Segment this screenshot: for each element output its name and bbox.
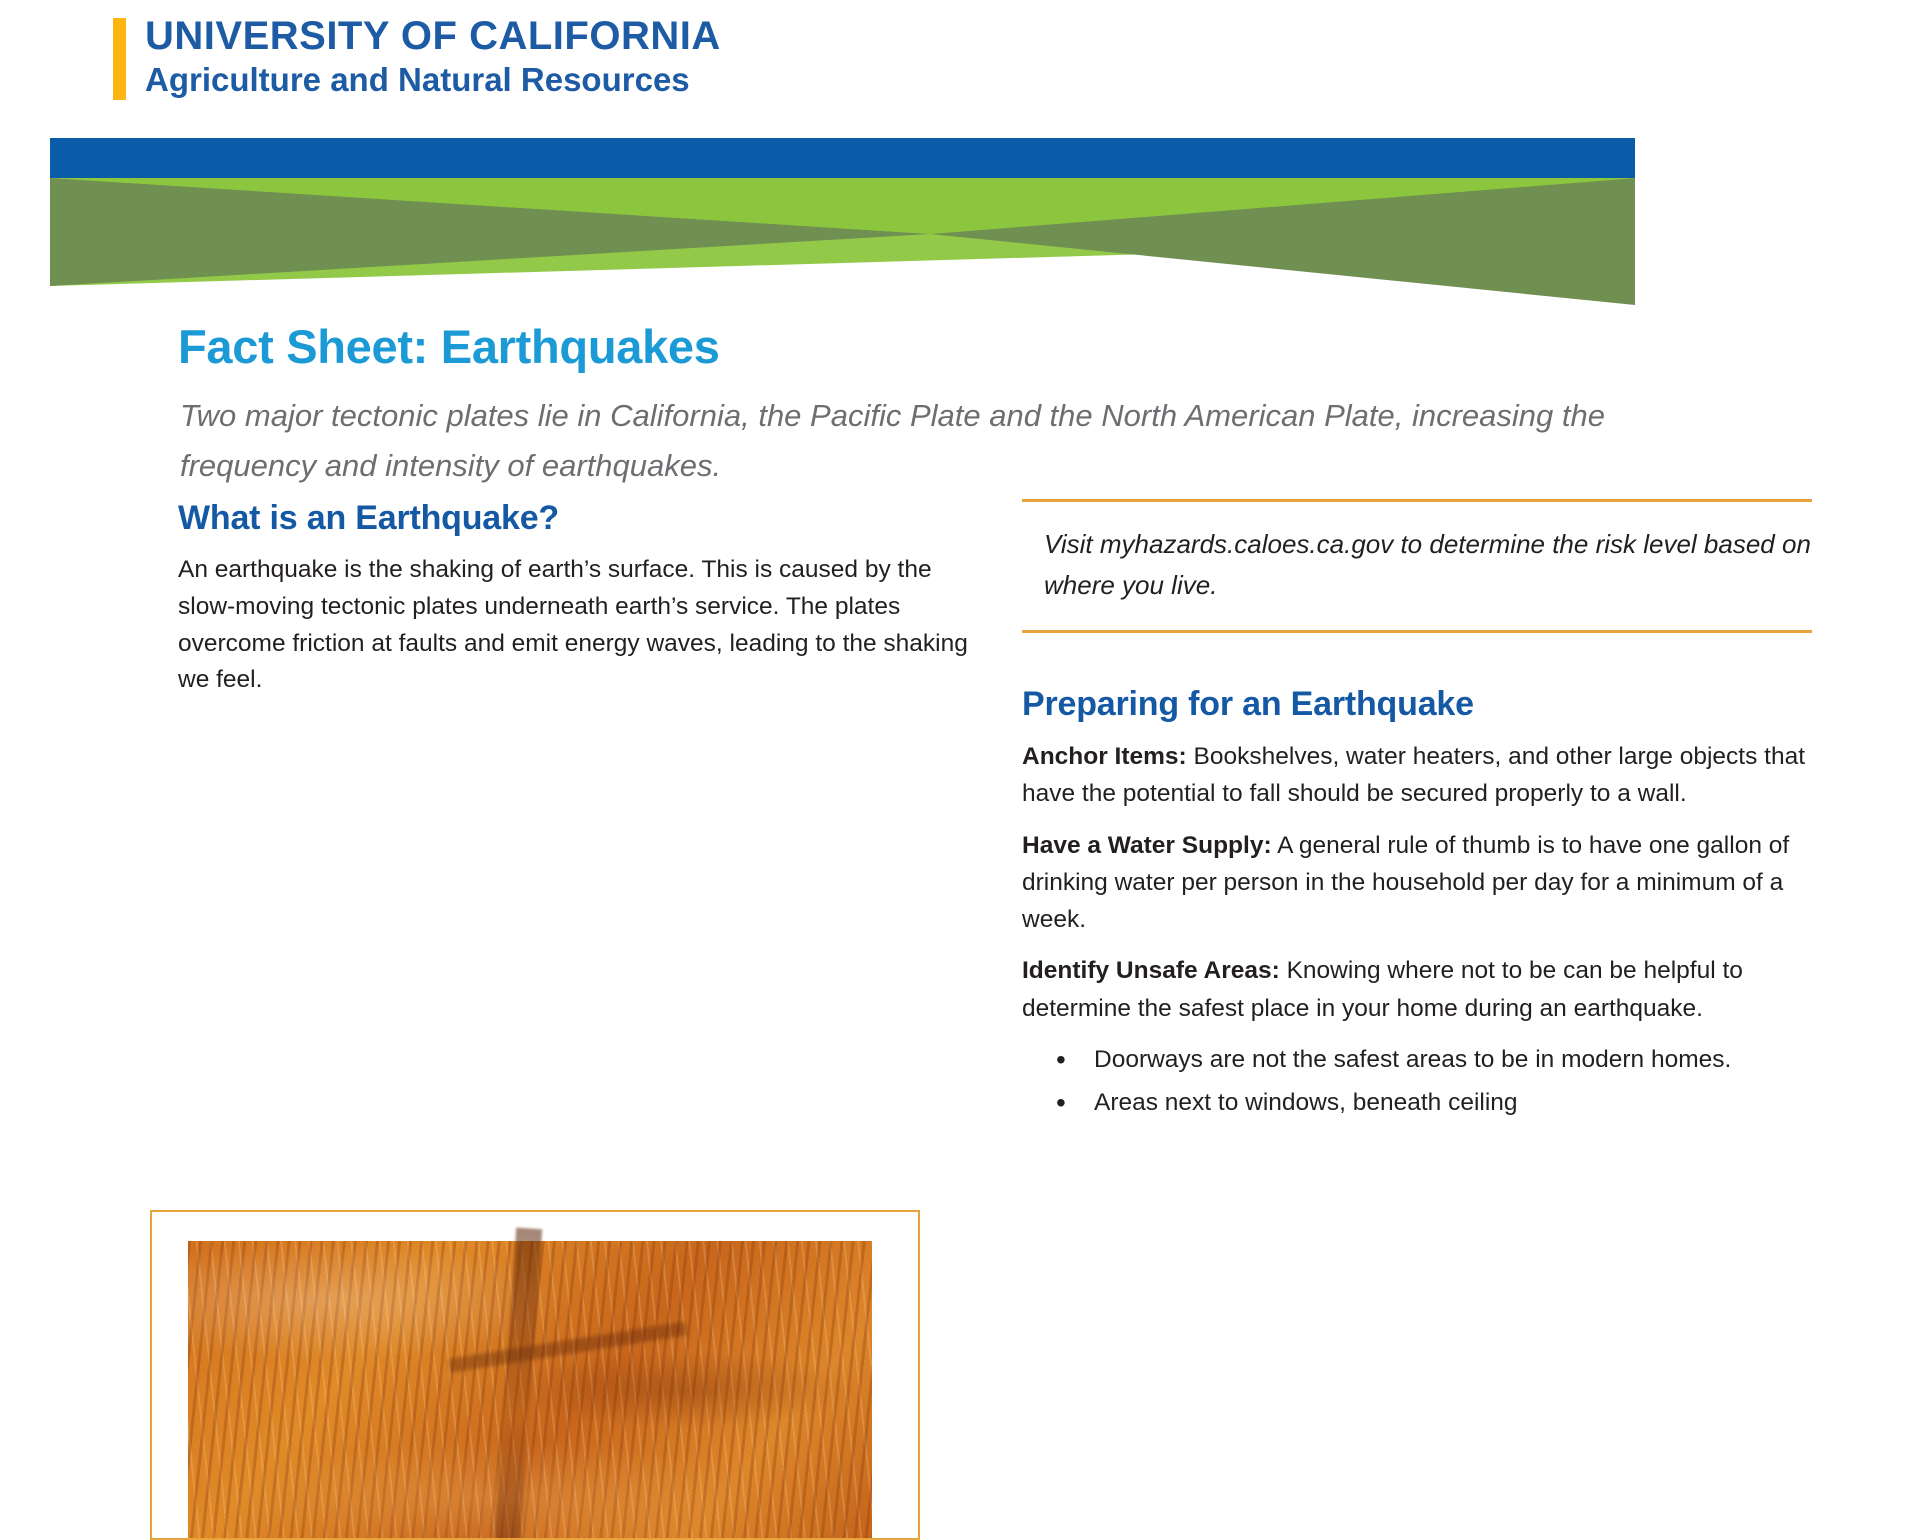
org-name-secondary: Agriculture and Natural Resources (145, 61, 690, 98)
prep-item-text: Bookshelves, water heaters, and other large objects that have the potential to fall should be secured properly to a wall. (1022, 743, 1806, 808)
fault-branch-shape (448, 1321, 687, 1372)
fault-line-shape (489, 1227, 541, 1540)
earthquake-fault-photo-frame (150, 1210, 920, 1540)
banner-chevron-shapes (50, 178, 1635, 305)
prep-item-text: A general rule of thumb is to have one gallon of drinking water per person in the household per day for a minimum of a week. (1022, 831, 1790, 934)
section-paragraph-definition: An earthquake is the shaking of earth’s surface. This is caused by the slow-moving tectonic plates underneath earth’s service. The plates overcome friction at faults and emit energy waves, leading to the shaking we feel. (178, 556, 968, 694)
unsafe-areas-bullet-list (1022, 1041, 1812, 1121)
uc-gold-bar-icon (113, 18, 126, 100)
callout-text: Visit myhazards.caloes.ca.gov to determine the risk level based on where you live. (1044, 529, 1811, 601)
list-item: • Areas next to windows, beneath ceiling (1094, 1084, 1812, 1121)
right-column (1022, 499, 1812, 1127)
section-heading-preparing: Preparing for an Earthquake (1022, 685, 1474, 724)
banner-blue-bar (50, 138, 1635, 178)
uc-anr-logo (145, 12, 721, 100)
masthead (0, 0, 1920, 136)
banner-graphic (50, 138, 1635, 305)
page-subtitle: Two major tectonic plates lie in California, the Pacific Plate and the North American Plate, increasing the frequency and intensity of earthquakes. (180, 398, 1605, 484)
page-title: Fact Sheet: Earthquakes (178, 320, 720, 373)
callout-box (1022, 499, 1812, 633)
left-column (178, 499, 968, 699)
list-item: • Doorways are not the safest areas to be in modern homes. (1094, 1041, 1812, 1078)
prep-item-text: Knowing where not to be can be helpful to determine the safest place in your home during an earthquake. (1022, 957, 1743, 1022)
prep-item-anchor-items (1022, 738, 1812, 812)
org-name-primary: UNIVERSITY OF CALIFORNIA (145, 14, 721, 58)
prep-item-water-supply (1022, 827, 1812, 939)
prep-item-label: Have a Water Supply: (1022, 831, 1272, 859)
section-heading-what-is-an-earthquake: What is an Earthquake? (178, 499, 560, 537)
prep-item-label: Anchor Items: (1022, 743, 1187, 771)
prep-item-unsafe-areas (1022, 952, 1812, 1026)
prep-item-label: Identify Unsafe Areas: (1022, 957, 1280, 985)
earthquake-fault-photo (188, 1241, 872, 1540)
